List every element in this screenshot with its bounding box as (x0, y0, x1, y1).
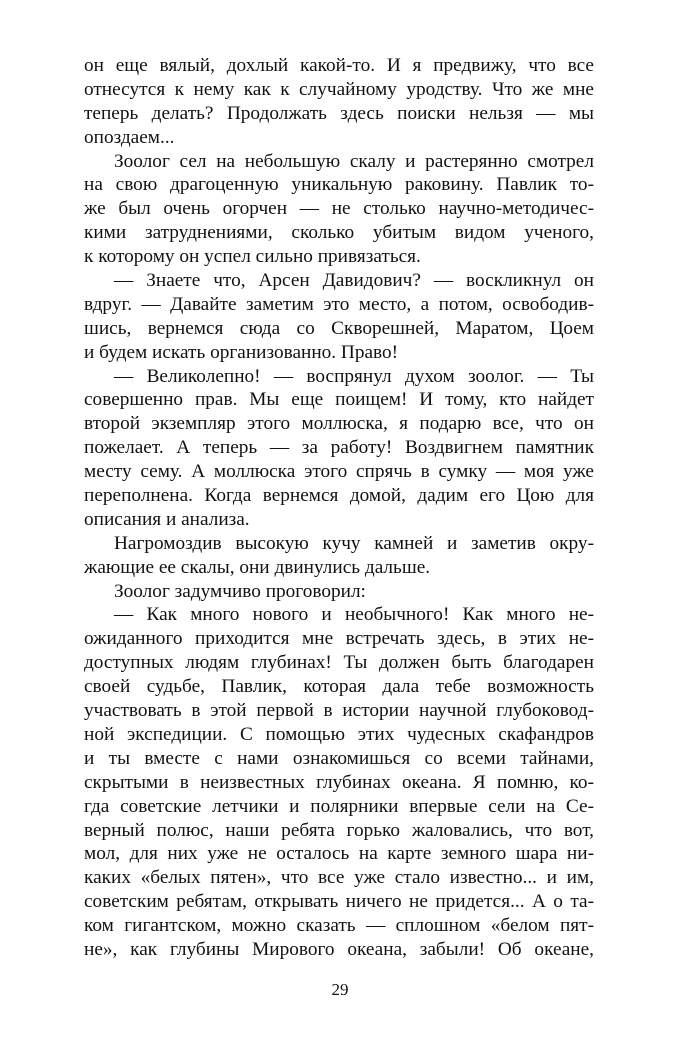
text-line: ожиданного приходится мне встречать здесь, в этих не- (84, 628, 594, 650)
text-line: советским ребятам, открывать ничего не придется... А о та- (84, 891, 594, 913)
page-number: 29 (331, 980, 349, 999)
text-line: кими затруднениями, сколько убитым видом ученого, (84, 222, 594, 244)
text-line: теперь делать? Продолжать здесь поиски нельзя — мы (84, 102, 594, 124)
text-line: на свою драгоценную уникальную раковину. Павлик то- (84, 174, 594, 196)
text-line: участвовать в этой первой в истории научной глубоковод- (84, 700, 594, 722)
text-line: описания и анализа. (84, 508, 250, 530)
text-line: своей судьбе, Павлик, которая дала тебе возможность (84, 676, 594, 698)
text-line: опоздаем... (84, 126, 175, 148)
text-line: вдруг. — Давайте заметим это место, а потом, освободив- (84, 293, 594, 315)
text-line: гда советские летчики и полярники впервые сели на Се- (84, 795, 594, 817)
text-line: к которому он успел сильно привязаться. (84, 246, 421, 268)
text-line: переполнена. Когда вернемся домой, дадим его Цою для (84, 485, 594, 507)
text-line: отнесутся к нему как к случайному уродству. Что же мне (84, 78, 594, 100)
text-line: ной экспедиции. С помощью этих чудесных скафандров (84, 723, 594, 745)
text-line: же был очень огорчен — не столько научно-методичес- (84, 198, 594, 220)
text-line: пожелает. А теперь — за работу! Воздвигнем памятник (84, 437, 594, 459)
text-line: — Великолепно! — воспрянул духом зоолог. — Ты (114, 365, 594, 387)
text-line: каких «белых пятен», что все уже стало известно... и им, (84, 867, 594, 889)
text-line: верный полюс, наши ребята горько жаловались, что вот, (84, 819, 594, 841)
paragraph (84, 365, 594, 532)
text-line: месту сему. А моллюска этого спрячь в сумку — моя уже (84, 461, 594, 483)
text-line: второй экземпляр этого моллюска, я подарю все, что он (84, 413, 594, 435)
paragraph (84, 603, 594, 961)
text-line: — Как много нового и необычного! Как много не- (114, 604, 594, 626)
text-line: доступных людям глубинах! Ты должен быть благодарен (84, 652, 594, 674)
text-line: мол, для них уже не осталось на карте земного шара ни- (84, 843, 594, 865)
text-line: Нагромоздив высокую кучу камней и заметив окру- (114, 532, 594, 554)
text-line: Зоолог сел на небольшую скалу и растерянно смотрел (114, 150, 594, 172)
paragraph (84, 269, 594, 365)
text-line: ком гигантском, можно сказать — сплошном «белом пят- (84, 915, 594, 937)
paragraph (84, 150, 594, 269)
book-page-text (84, 54, 594, 962)
text-line: он еще вялый, дохлый какой-то. И я предвижу, что все (84, 55, 594, 76)
paragraph (84, 532, 594, 580)
text-line: и будем искать организованно. Право! (84, 341, 399, 363)
text-line: шись, вернемся сюда со Скворешней, Маратом, Цоем (84, 317, 594, 339)
text-line: и ты вместе с нами ознакомишься со всеми тайнами, (84, 747, 594, 769)
paragraph (84, 580, 594, 604)
text-line: Зоолог задумчиво проговорил: (114, 580, 366, 602)
text-line: жающие ее скалы, они двинулись дальше. (84, 556, 431, 578)
text-line: не», как глубины Мирового океана, забыли! Об океане, (84, 938, 594, 960)
text-line: скрытыми в неизвестных глубинах океана. Я помню, ко- (84, 771, 594, 793)
text-line: — Знаете что, Арсен Давидович? — воскликнул он (114, 270, 594, 292)
text-line: совершенно прав. Мы еще поищем! И тому, кто найдет (84, 389, 594, 411)
paragraph (84, 54, 594, 150)
